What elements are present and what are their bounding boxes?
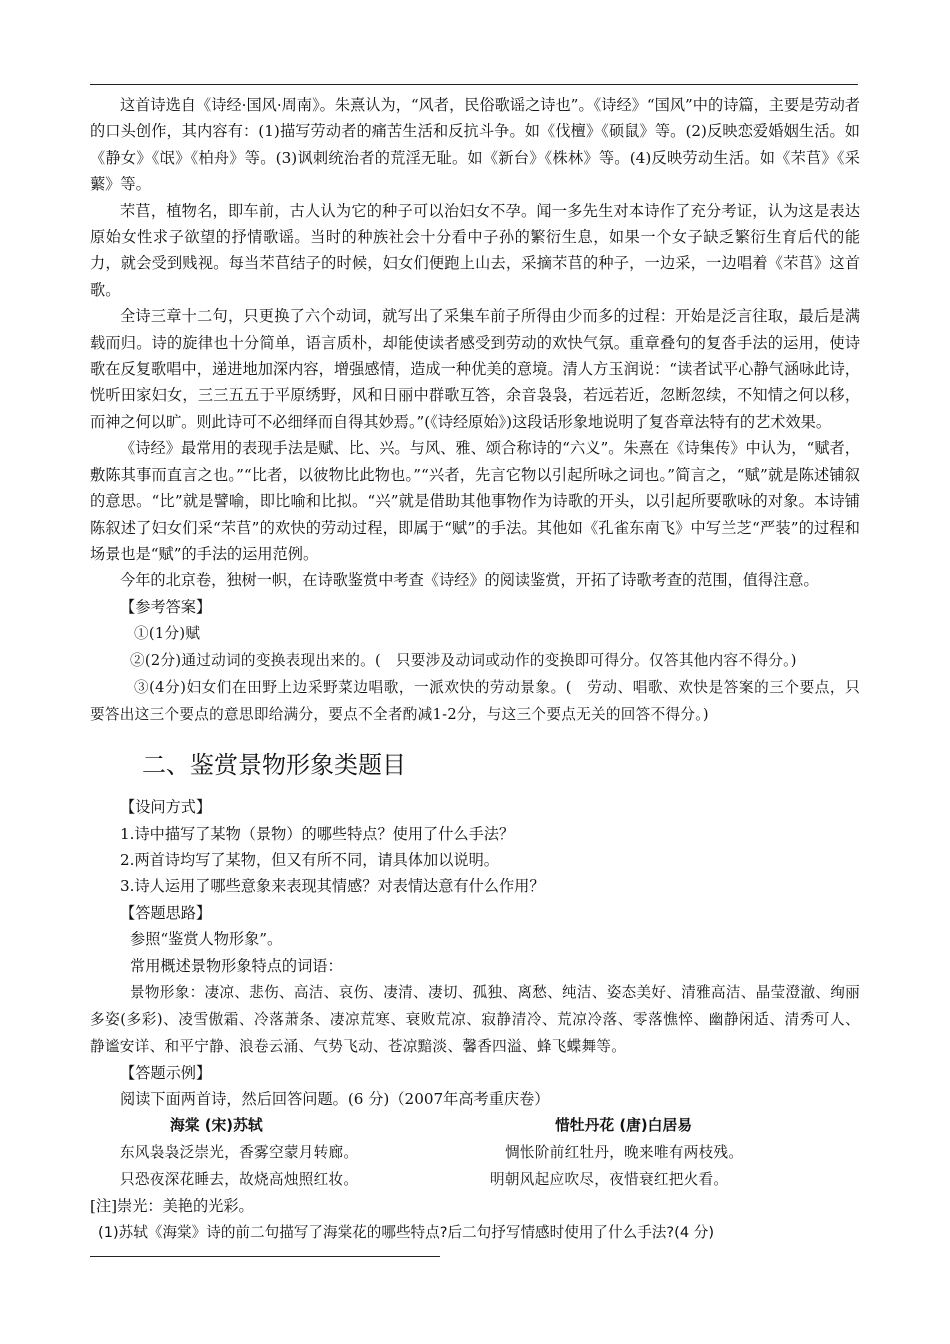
answer-3: ③(4分)妇女们在田野上边采野菜边唱歌，一派欢快的劳动景象。( 劳动、唱歌、欢快是答案的三个要点，只要答出这三个要点的意思即给满分，要点不全者酌减1-2分，与这三个要点无关的回答不得分。) xyxy=(90,679,860,724)
header-rule xyxy=(90,84,858,85)
section-title: 二、鉴赏景物形象类题目 xyxy=(142,751,406,780)
poem1-title: 海棠 (宋)苏轼 xyxy=(170,1116,263,1134)
poem1-line1: 东风袅袅泛崇光，香雾空蒙月转廊。 xyxy=(120,1144,359,1162)
poem-note: [注]崇光：美艳的光彩。 xyxy=(90,1197,254,1216)
document-body xyxy=(90,92,860,1246)
example-intro: 阅读下面两首诗，然后回答问题。(6 分)（2007年高考重庆卷） xyxy=(120,1090,550,1109)
paragraph-beijing: 今年的北京卷，独树一帜，在诗歌鉴赏中考查《诗经》的阅读鉴赏，开拓了诗歌考查的范围，值得注意。 xyxy=(120,571,819,590)
ask-heading: 【设问方式】 xyxy=(120,798,212,817)
paragraph-techniques: 《诗经》最常用的表现手法是赋、比、兴。与风、雅、颂合称诗的“六义”。朱熹在《诗集传》中认为，“赋者，敷陈其事而直言之也。”“比者，以彼物比此物也。”“兴者，先言它物以引起所咏之词也。”简言之，“赋”就是陈述铺叙的意思。“比”就是譬喻，即比喻和比拟。“兴”就是借助其他事物作为诗歌的开头，以引起所要歌咏的对象。本诗铺陈叙述了妇女们采“芣苢”的欢快的劳动过程，即属于“赋”的手法。其他如《孔雀东南飞》中写兰芝“严装”的过程和场景也是“赋”的手法的运用范例。 xyxy=(90,439,860,563)
poem-line-row xyxy=(90,1166,860,1193)
idea-heading: 【答题思路】 xyxy=(120,903,212,922)
example-heading: 【答题示例】 xyxy=(120,1063,212,1082)
answer-1: ①(1分)赋 xyxy=(134,625,201,643)
paragraph-structure: 全诗三章十二句，只更换了六个动词，就写出了采集车前子所得由少而多的过程：开始是泛言往取，最后是满载而归。诗的旋律也十分简单，语言质朴，却能使读者感受到劳动的欢快气氛。重章叠句的复沓手法的运用，使诗歌在反复歌唱中，递进地加深内容，增强感情，造成一种优美的意境。清人方玉润说：“读者试平心静气涵咏此诗，恍听田家妇女，三三五五于平原绣野，风和日丽中群歌互答，余音袅袅，若远若近，忽断忽续，不知情之何以移，而神之何以旷。则此诗可不必细绎而自得其妙焉。”(《诗经原始》)这段话形象地说明了复沓章法特有的艺术效果。 xyxy=(90,307,860,431)
poem2-line2: 明朝风起应吹尽，夜惜衰红把火看。 xyxy=(490,1171,729,1189)
poem-titles xyxy=(90,1113,860,1139)
answer-heading: 【参考答案】 xyxy=(120,597,212,616)
scenery-words: 景物形象：凄凉、悲伤、高洁、哀伤、凄清、凄切、孤独、离愁、纯洁、姿态美好、清雅高洁、晶莹澄澈、绚丽多姿(多彩)、凌雪傲霜、冷落萧条、凄凉荒寒、衰败荒凉、寂静清冷、荒凉冷落、零落憔悴、幽静闲适、清秀可人、静谧安详、和平宁静、浪卷云涌、气势飞动、苍凉黯淡、馨香四溢、蜂飞蝶舞等。 xyxy=(90,983,860,1055)
poem1-line2: 只恐夜深花睡去，故烧高烛照红妆。 xyxy=(120,1171,359,1189)
question-item: 1.诗中描写了某物（景物）的哪些特点？使用了什么手法？ xyxy=(120,824,515,843)
question-item: 3.诗人运用了哪些意象来表现其情感？对表情达意有什么作用？ xyxy=(120,877,545,896)
poem-line-row xyxy=(90,1139,860,1166)
poem2-line1: 惆怅阶前红牡丹，晚来唯有两枝残。 xyxy=(505,1144,744,1162)
footnote-rule xyxy=(90,1256,440,1257)
question-1: (1)苏轼《海棠》诗的前二句描写了海棠花的哪些特点?后二句抒写情感时使用了什么手法?(4 分) xyxy=(98,1223,715,1241)
idea-text: 参照“鉴赏人物形象”。 xyxy=(130,930,283,949)
question-item: 2.两首诗均写了某物，但又有所不同，请具体加以说明。 xyxy=(120,850,499,869)
paragraph-intro: 这首诗选自《诗经·国风·周南》。朱熹认为，“风者，民俗歌谣之诗也”。《诗经》“国风”中的诗篇，主要是劳动者的口头创作，其内容有：(1)描写劳动者的痛苦生活和反抗斗争。如《伐檀》《硕鼠》等。(2)反映恋爱婚姻生活。如《静女》《氓》《柏舟》等。(3)讽刺统治者的荒淫无耻。如《新台》《株林》等。(4)反映劳动生活。如《芣苢》《采蘩》等。 xyxy=(90,96,860,194)
paragraph-fuyi: 芣苢，植物名，即车前，古人认为它的种子可以治妇女不孕。闻一多先生对本诗作了充分考证，认为这是表达原始女性求子欲望的抒情歌谣。当时的种族社会十分看中子孙的繁衍生息，如果一个女子缺乏繁衍生育后代的能力，就会受到贱视。每当芣苢结子的时候，妇女们便跑上山去，采摘芣苢的种子，一边采，一边唱着《芣苢》这首歌。 xyxy=(90,201,860,299)
common-words-label: 常用概述景物形象特点的词语： xyxy=(130,956,343,975)
poem2-title: 惜牡丹花 (唐)白居易 xyxy=(555,1116,693,1134)
answer-2: ②(2分)通过动词的变换表现出来的。( 只要涉及动词或动作的变换即可得分。仅答其他内容不得分。) xyxy=(130,652,797,670)
